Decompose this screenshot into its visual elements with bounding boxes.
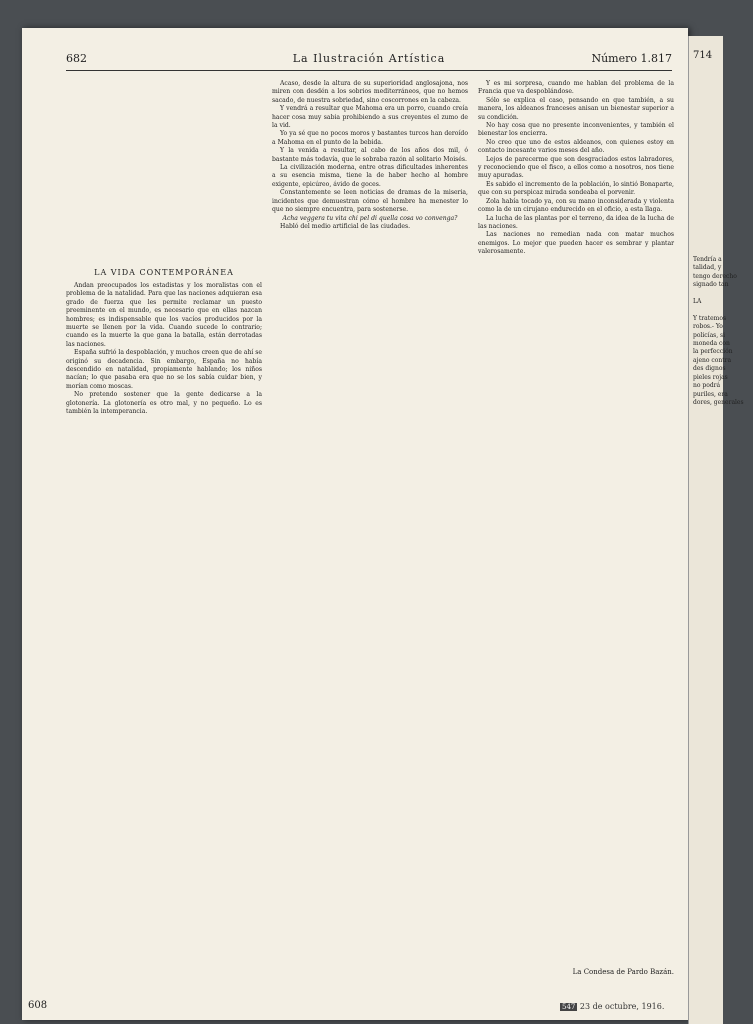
issue-number: Número 1.817 <box>591 52 672 65</box>
page-number: 682 <box>66 52 87 65</box>
footer-date <box>560 1002 664 1011</box>
footer-date-text: 23 de octubre, 1916. <box>579 1002 665 1011</box>
paragraph: Acaso, desde la altura de su superioridad anglosajona, nos miren con desdén a los sobrios mediterráneos, que no hemos sacado, de nuestra sobriedad, sino coscorrones en la cabeza. <box>272 80 468 104</box>
header-rule <box>66 70 672 71</box>
paragraph: Y la venida a resultar, al cabo de los años dos mil, ó bastante más todavía, que le sobraba razón al solitario Moisés. <box>272 147 468 163</box>
paragraph: Sólo se explica el caso, pensando en que también, a su manera, los aldeanos franceses anisan un bienestar superior a su condición. <box>478 96 674 121</box>
paragraph: La lucha de las plantas por el terreno, da idea de la lucha de las naciones. <box>478 214 674 230</box>
paragraph: Y vendrá a resultar que Mahoma era un porro, cuando creía hacer cosa muy sabia prohibiendo a sus creyentes el zumo de la vid. <box>272 105 468 130</box>
column-3 <box>478 80 674 960</box>
paragraph: Y es mi sorpresa, cuando me hablan del problema de la Francia que va despoblándose. <box>478 80 674 96</box>
paragraph: Yo ya sé que no pocos moros y bastantes turcos han deroído a Mahoma en el punto de la bebida. <box>272 130 468 146</box>
paragraph: No hay cosa que no presente inconvenientes, y también el bienestar los encierra. <box>478 122 674 138</box>
paragraph: Lejos de parecerme que son desgraciados estos labradores, y reconociendo que el fisco, a ellos como a nosotros, nos tiene muy apuradas. <box>478 155 674 180</box>
poem-quote: Acha veggera tu vita chi pel di quella cosa vo convenga? <box>282 214 458 222</box>
footer-badge: 547 <box>562 1003 576 1011</box>
column-1 <box>66 282 262 998</box>
author-signature: La Condesa de Pardo Bazán. <box>572 968 674 976</box>
paragraph: Habló del medio artificial de las ciudades. <box>280 222 411 230</box>
paragraph: Zola había tocado ya, con su mano inconsiderada y violenta como la de un cirujano endurecido en el oficio, a esta llaga. <box>478 197 674 214</box>
paragraph: Las naciones no remedian nada con matar muchos enemigos. Lo mejor que pueden hacer es sembrar y plantar valerosamente. <box>478 231 674 256</box>
column-2 <box>272 80 468 990</box>
page-header <box>66 52 672 72</box>
paragraph: Constantemente se leen noticias de dramas de la miseria, incidentes que demuestran cómo el hombre ha menester lo que no siempre encuentra, para sostenerse. <box>272 189 468 214</box>
paragraph: Andan preocupados los estadistas y los moralistas con el problema de la natalidad. Para que las naciones adquieran esa grado de fuerza que les permite reclamar un puesto preeminente en el mundo, es necesario que en ellas nazcan hombres; es indispensable que los vacíos producidos por la muerte se llenen por la vida. Cuando sucede lo contrario; cuando es la muerte la que gana la batalla, están derrotadas las naciones. <box>66 282 262 348</box>
right-page-text: Tendría a talidad, y tengo derecho signado tan LA Y tratemos robos.- Yo policías, si moneda con la perfección ajeno contra des dignos pieles rojas no podrá puriles, era dores, generales <box>693 256 744 406</box>
footer-page-number: 608 <box>28 1000 48 1011</box>
paragraph: No creo que uno de estos aldeanos, con quienes estoy en contacto incesante varios meses del año. <box>478 138 674 155</box>
paragraph: La civilización moderna, entre otras dificultades inherentes a su esencia misma, tiene la de haber hecho al hombre exigente, epicúreo, ávido de goces. <box>272 164 468 188</box>
section-title: LA VIDA CONTEMPORÁNEA <box>94 268 234 277</box>
magazine-title: La Ilustración Artística <box>292 52 446 65</box>
right-page <box>688 36 744 1024</box>
paragraph: España sufrió la despoblación, y muchos creen que de ahí se originó su decadencia. Sin embargo, España no había descendido en natalidad, propiamente hablando; los niños nacían; lo que pasaba era que no se los sabía cuidar bien, y morían como moscas. <box>66 349 262 390</box>
right-page-number: 714 <box>693 50 713 61</box>
paragraph: No pretendo sostener que la gente dedicarse a la glotonería. La glotonería es otro mal, y no pequeño. Lo es también la intemperancia. <box>66 391 262 416</box>
paragraph: Es sabido el incremento de la población, lo sintió Bonaparte, que con su perspicaz mirada sondeaba el porvenir. <box>478 180 674 197</box>
